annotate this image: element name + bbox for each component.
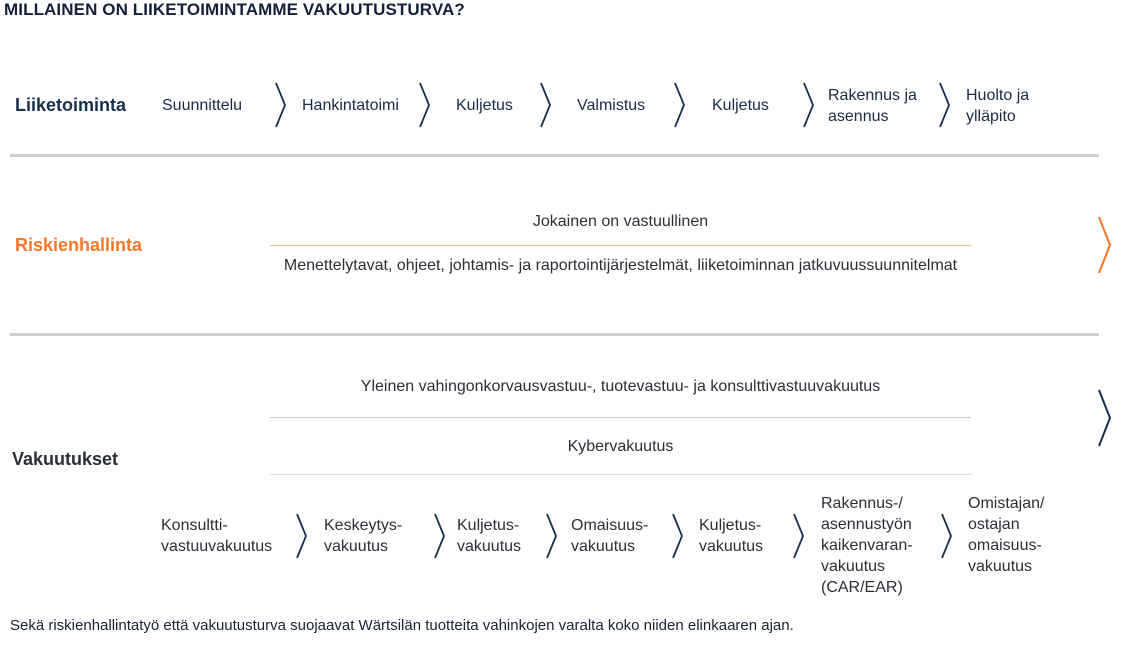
insurance-step: Keskeytys- vakuutus [324,517,403,555]
chevron-right-icon [801,82,815,128]
insurance-step: Konsultti- vastuuvakuutus [161,517,273,555]
chevron-right-icon [939,513,953,559]
row-label-insurance: Vakuutukset [12,449,119,469]
business-step: Valmistus [577,97,646,114]
footnote: Sekä riskienhallintatyö että vakuutusturva suojaavat Wärtsilän tuotteita vahinkojen varalta koko niiden elinkaaren ajan. [10,617,794,634]
chevron-right-icon [538,82,552,128]
business-step: Hankintatoimi [302,97,399,114]
business-step: Rakennus ja asennus [828,87,917,125]
business-step: Kuljetus [456,97,513,114]
chevron-right-icon [791,513,805,559]
insurance-step: Omaisuus- vakuutus [571,517,649,555]
risk-responsibility-text: Jokainen on vastuullinen [532,213,709,230]
chevron-right-icon [273,82,287,128]
chevron-right-icon [937,82,951,128]
cyber-insurance-text: Kybervakuutus [567,438,674,455]
section-divider [10,154,1099,157]
insurance-divider-line [270,474,971,475]
chevron-right-icon [670,513,684,559]
chevron-right-icon [544,513,558,559]
insurance-step: Kuljetus- vakuutus [457,517,522,555]
insurance-step: Rakennus-/ asennustyön kaikenvaran- vakuutus (CAR/EAR) [821,495,913,596]
risk-procedures-text: Menettelytavat, ohjeet, johtamis- ja raportointijärjestelmät, liiketoiminnan jatkuvuussuunnitelmat [283,257,958,274]
insurance-step: Omistajan/ ostajan omaisuus- vakuutus [968,495,1045,575]
business-step: Suunnittelu [162,97,243,114]
chevron-right-orange-icon [1096,215,1112,275]
insurance-divider-line [270,417,971,418]
business-step: Huolto ja ylläpito [966,87,1030,125]
section-divider [10,333,1099,336]
general-liability-text: Yleinen vahingonkorvausvastuu-, tuotevastuu- ja konsulttivastuuvakuutus [360,378,881,395]
chevron-right-navy-icon [1096,388,1112,448]
chevron-right-icon [294,513,308,559]
page-title: MILLAINEN ON LIIKETOIMINTAMME VAKUUTUSTURVA? [4,0,465,19]
business-step: Kuljetus [712,97,769,114]
risk-divider-line [270,245,971,246]
chevron-right-icon [672,82,686,128]
row-label-business: Liiketoiminta [15,95,127,115]
insurance-step: Kuljetus- vakuutus [699,517,764,555]
row-label-risk-management: Riskienhallinta [15,235,143,255]
chevron-right-icon [417,82,431,128]
chevron-right-icon [432,513,446,559]
